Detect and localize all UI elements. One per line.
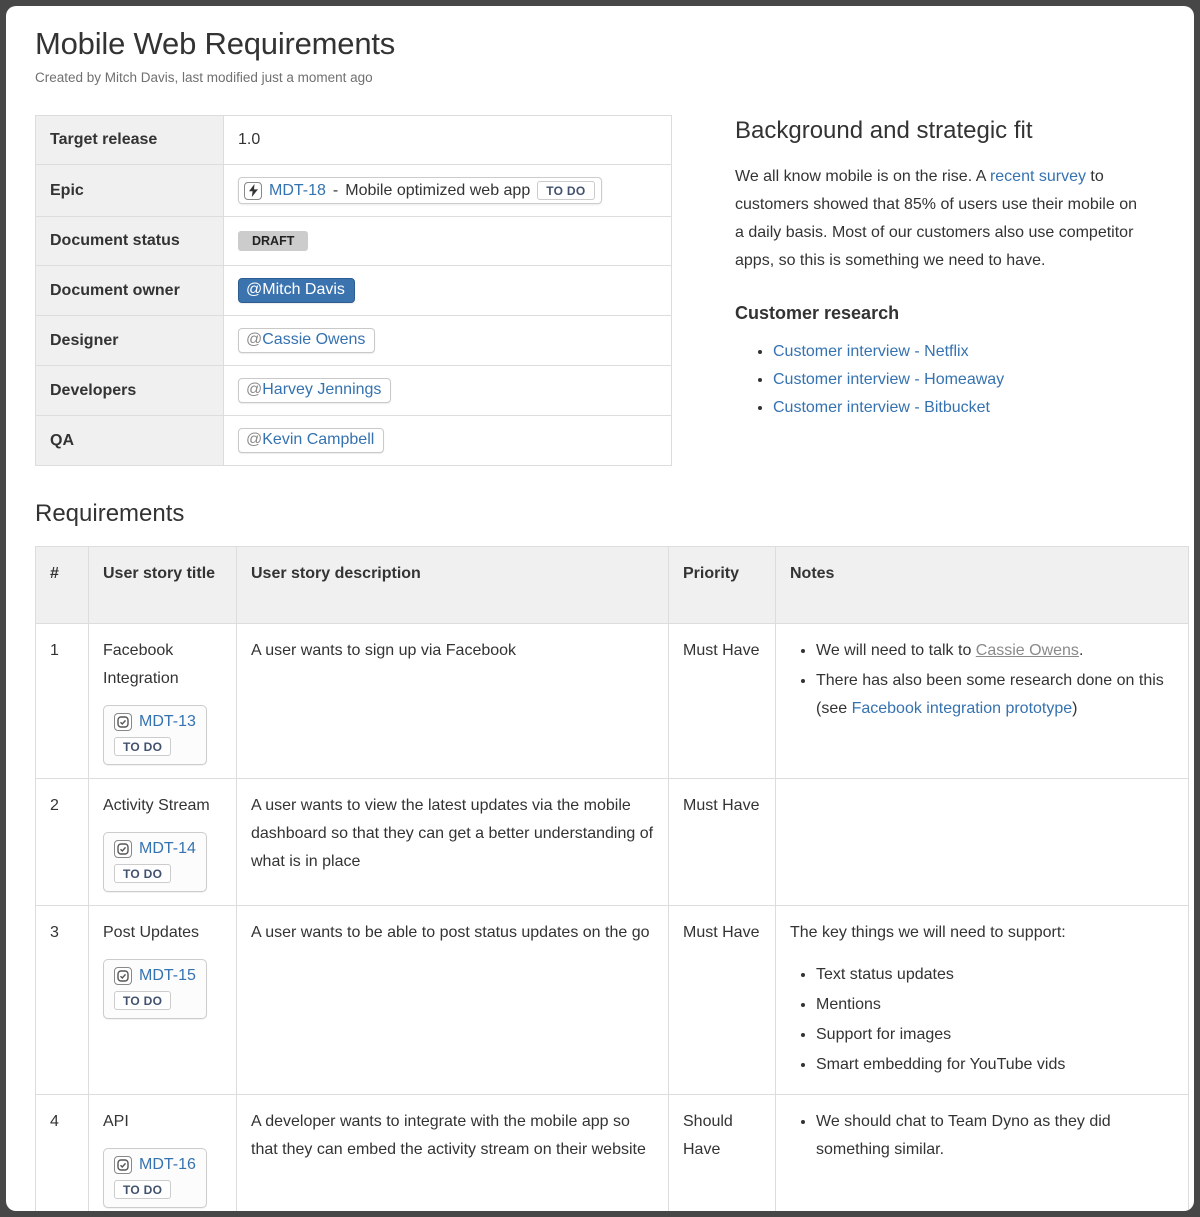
story-title-cell bbox=[89, 624, 237, 779]
story-icon bbox=[114, 967, 132, 985]
list-item: • We will need to talk to Cassie Owens. bbox=[816, 637, 1174, 665]
draft-status-badge: DRAFT bbox=[238, 231, 308, 251]
story-title: Activity Stream bbox=[103, 797, 210, 814]
status-badge: TO DO bbox=[114, 864, 171, 883]
customer-interview-homeaway-link[interactable]: Customer interview - Homeaway bbox=[773, 371, 1005, 388]
table-row bbox=[36, 906, 1189, 1095]
table-row bbox=[36, 1095, 1189, 1212]
notes-list bbox=[790, 961, 1174, 1079]
story-icon bbox=[114, 840, 132, 858]
story-icon bbox=[114, 713, 132, 731]
list-item bbox=[773, 338, 1147, 366]
issue-link[interactable]: MDT-15 bbox=[139, 967, 196, 984]
at-icon: @ bbox=[246, 381, 263, 398]
table-row bbox=[36, 624, 1189, 779]
jira-issue-card[interactable] bbox=[103, 959, 207, 1019]
story-title-cell bbox=[89, 779, 237, 906]
notes-list bbox=[790, 637, 1174, 723]
story-title: API bbox=[103, 1113, 129, 1130]
notes-list bbox=[790, 1108, 1174, 1164]
col-header-num: # bbox=[36, 547, 89, 624]
customer-interview-netflix-link[interactable]: Customer interview - Netflix bbox=[773, 343, 969, 360]
story-title: Post Updates bbox=[103, 924, 200, 941]
recent-survey-link[interactable]: recent survey bbox=[989, 168, 1086, 185]
page-content bbox=[6, 6, 1194, 1211]
list-item bbox=[773, 366, 1147, 394]
prop-label-designer: Designer bbox=[36, 316, 224, 366]
row-num: 4 bbox=[36, 1095, 89, 1212]
prop-label-epic: Epic bbox=[36, 165, 224, 217]
story-description: A user wants to view the latest updates via the mobile dashboard so that they can get a better understanding of what is in place bbox=[237, 779, 669, 906]
page-title: Mobile Web Requirements bbox=[35, 26, 396, 61]
byline: Created by Mitch Davis, last modified just a moment ago bbox=[35, 70, 373, 85]
prop-value-target-release: 1.0 bbox=[224, 116, 672, 165]
properties-table bbox=[35, 115, 672, 466]
list-item: • Smart embedding for YouTube vids bbox=[816, 1051, 1174, 1079]
table-row bbox=[36, 266, 672, 316]
table-row bbox=[36, 116, 672, 165]
jira-issue-card[interactable] bbox=[103, 705, 207, 765]
priority-cell: Must Have bbox=[669, 906, 776, 1095]
list-item: • Support for images bbox=[816, 1021, 1174, 1049]
table-row bbox=[36, 779, 1189, 906]
row-num: 2 bbox=[36, 779, 89, 906]
background-heading: Background and strategic fit bbox=[735, 117, 1033, 144]
customer-research-heading: Customer research bbox=[735, 303, 900, 323]
status-badge: TO DO bbox=[114, 991, 171, 1010]
jira-issue-card[interactable] bbox=[103, 1148, 207, 1208]
notes-cell bbox=[776, 906, 1189, 1095]
notes-cell bbox=[776, 779, 1189, 906]
at-icon: @ bbox=[246, 431, 263, 448]
notes-cell bbox=[776, 1095, 1189, 1212]
priority-cell: Must Have bbox=[669, 624, 776, 779]
requirements-table bbox=[35, 546, 1189, 1211]
table-header-row bbox=[36, 547, 1189, 624]
prop-label-target-release: Target release bbox=[36, 116, 224, 165]
prop-value-document-owner bbox=[224, 266, 672, 316]
cassie-owens-mention-link[interactable]: Cassie Owens bbox=[975, 642, 1079, 659]
epic-issue-card[interactable] bbox=[238, 177, 602, 204]
prop-value-epic bbox=[224, 165, 672, 217]
notes-cell bbox=[776, 624, 1189, 779]
prop-value-document-status bbox=[224, 217, 672, 266]
user-mention-cassie-owens[interactable]: @Cassie Owens bbox=[238, 328, 375, 353]
prop-label-developers: Developers bbox=[36, 366, 224, 416]
user-mention-mitch-davis[interactable]: @Mitch Davis bbox=[238, 278, 355, 303]
story-description: A user wants to be able to post status updates on the go bbox=[237, 906, 669, 1095]
col-header-priority: Priority bbox=[669, 547, 776, 624]
story-title-cell bbox=[89, 906, 237, 1095]
issue-link[interactable]: MDT-16 bbox=[139, 1156, 196, 1173]
background-section bbox=[735, 115, 1147, 422]
epic-separator: - bbox=[332, 181, 339, 199]
customer-research-list bbox=[735, 338, 1147, 422]
prop-value-qa bbox=[224, 416, 672, 466]
prop-value-designer bbox=[224, 316, 672, 366]
at-icon: @ bbox=[246, 281, 263, 298]
issue-link[interactable]: MDT-14 bbox=[139, 840, 196, 857]
issue-link[interactable]: MDT-13 bbox=[139, 713, 196, 730]
facebook-prototype-link[interactable]: Facebook integration prototype bbox=[851, 700, 1073, 717]
user-mention-kevin-campbell[interactable]: @Kevin Campbell bbox=[238, 428, 384, 453]
epic-issue-link[interactable]: MDT-18 bbox=[269, 181, 326, 199]
col-header-title: User story title bbox=[89, 547, 237, 624]
epic-icon bbox=[244, 182, 262, 200]
table-row bbox=[36, 416, 672, 466]
prop-label-document-owner: Document owner bbox=[36, 266, 224, 316]
epic-summary: Mobile optimized web app bbox=[345, 181, 531, 199]
status-badge: TO DO bbox=[114, 737, 171, 756]
story-description: A developer wants to integrate with the mobile app so that they can embed the activity stream on their website bbox=[237, 1095, 669, 1212]
col-header-notes: Notes bbox=[776, 547, 1189, 624]
prop-label-qa: QA bbox=[36, 416, 224, 466]
list-item: • Mentions bbox=[816, 991, 1174, 1019]
jira-issue-card[interactable] bbox=[103, 832, 207, 892]
table-row bbox=[36, 165, 672, 217]
table-row bbox=[36, 217, 672, 266]
table-row bbox=[36, 316, 672, 366]
status-badge: TO DO bbox=[114, 1180, 171, 1199]
requirements-heading: Requirements bbox=[35, 500, 185, 527]
list-item: • We should chat to Team Dyno as they did something similar. bbox=[816, 1108, 1174, 1164]
story-icon bbox=[114, 1156, 132, 1174]
top-section bbox=[35, 115, 1188, 466]
notes-intro: The key things we will need to support: bbox=[790, 924, 1066, 941]
row-num: 3 bbox=[36, 906, 89, 1095]
list-item: • Text status updates bbox=[816, 961, 1174, 989]
status-badge: TO DO bbox=[537, 181, 594, 200]
priority-cell: Must Have bbox=[669, 779, 776, 906]
customer-interview-bitbucket-link[interactable]: Customer interview - Bitbucket bbox=[773, 399, 990, 416]
user-mention-harvey-jennings[interactable]: @Harvey Jennings bbox=[238, 378, 391, 403]
list-item: • There has also been some research done on this (see Facebook integration prototype) bbox=[816, 667, 1174, 723]
prop-value-developers bbox=[224, 366, 672, 416]
col-header-description: User story description bbox=[237, 547, 669, 624]
story-title-cell bbox=[89, 1095, 237, 1212]
table-row bbox=[36, 366, 672, 416]
priority-cell: Should Have bbox=[669, 1095, 776, 1212]
prop-label-document-status: Document status bbox=[36, 217, 224, 266]
row-num: 1 bbox=[36, 624, 89, 779]
list-item bbox=[773, 394, 1147, 422]
story-title: Facebook Integration bbox=[103, 642, 179, 687]
story-description: A user wants to sign up via Facebook bbox=[237, 624, 669, 779]
at-icon: @ bbox=[246, 331, 263, 348]
background-paragraph: We all know mobile is on the rise. A recent survey to customers showed that 85% of users use their mobile on a daily basis. Most of our customers also use competitor apps, so this is something we need to have. bbox=[735, 168, 1137, 269]
